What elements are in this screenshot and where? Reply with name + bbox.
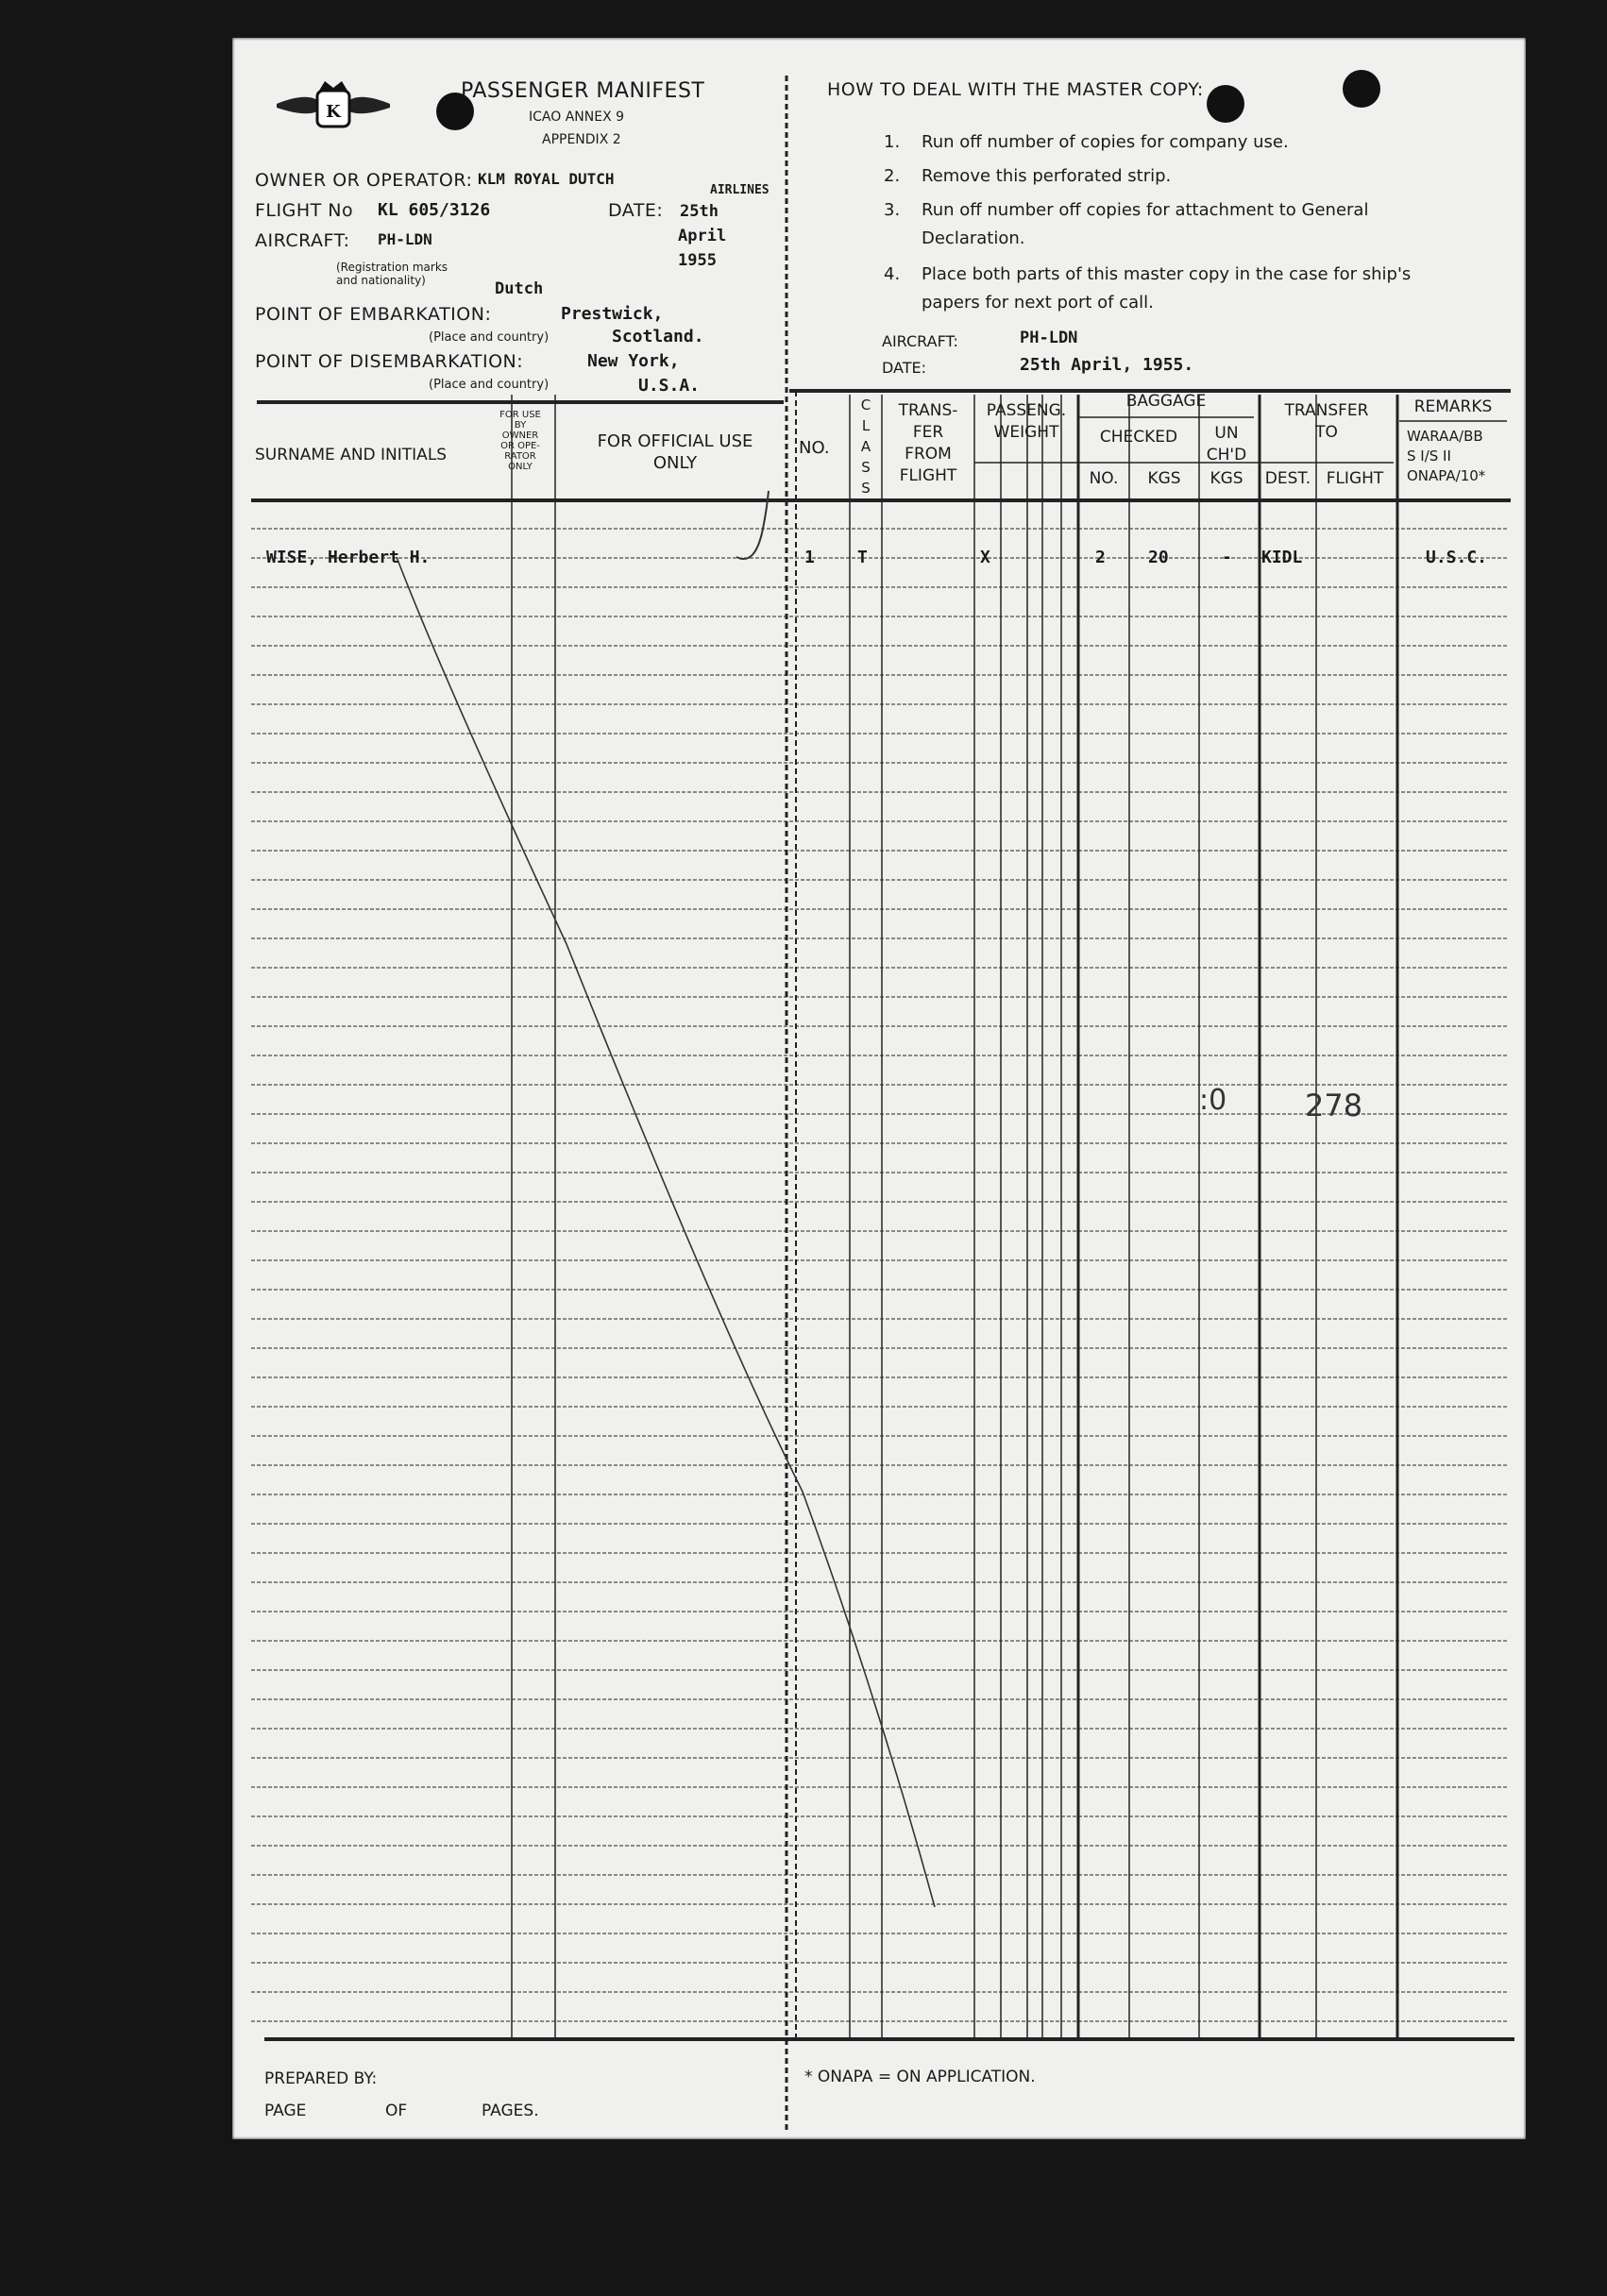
col-for-use-4: OR OPE- [500,441,540,451]
registration-note [336,261,448,287]
col-dest: DEST. [1264,469,1311,488]
col-class [855,395,876,498]
instructions-date-label: DATE: [882,359,927,377]
col-class-5: S [861,480,871,497]
form-title: PASSENGER MANIFEST [461,79,705,103]
handwritten-stroke [397,557,935,1907]
owner-label: OWNER OR OPERATOR: [255,170,473,191]
disembarkation-value: New York, [587,351,680,371]
instruction-text-4: Place both parts of this master copy in the case for ship's [922,264,1412,284]
row-class: T [857,548,868,567]
date-value-year: 1955 [678,251,717,270]
col-baggage: BAGGAGE [1125,392,1207,411]
col-flight: FLIGHT [1326,469,1384,488]
col-for-use-1: FOR USE [499,410,541,420]
row-kgs: 20 [1148,548,1169,567]
col-transfer-from [886,400,971,487]
col-remarks: REMARKS [1413,397,1493,416]
klm-crown-logo [272,79,395,132]
col-kgs: KGS [1147,469,1181,488]
aircraft-label: AIRCRAFT: [255,230,350,251]
col-for-use-3: OWNER [501,430,539,441]
col-transfer-from-4: FLIGHT [899,466,957,485]
col-unchd-2: CH'D [1206,446,1247,464]
embarkation-country: Scotland. [612,327,704,346]
appendix: APPENDIX 2 [542,132,621,147]
registration-note-2: and nationality) [336,274,426,287]
registration-note-1: (Registration marks [336,261,448,274]
col-passeng-weight [974,400,1078,444]
instruction-text-1: Run off number of copies for company use. [922,132,1289,152]
instruction-text-4b: papers for next port of call. [922,293,1154,312]
instruction-text-3: Run off number off copies for attachment to General [922,200,1369,220]
row-no: 1 [804,548,815,567]
svg-text:K: K [326,102,341,122]
col-checked: CHECKED [1099,428,1178,447]
date-label: DATE: [608,200,664,221]
col-bag-no: NO. [1089,469,1119,488]
col-remarks-sub-1: WARAA/BB [1407,428,1483,445]
col-official-1: FOR OFFICIAL USE [597,431,753,451]
col-unchd [1199,423,1254,466]
disembarkation-country: U.S.A. [638,376,701,396]
col-transfer-from-2: FER [912,423,944,442]
col-transfer-from-1: TRANS- [898,401,958,420]
row-remarks: U.S.C. [1426,548,1488,567]
row-surname: WISE, Herbert H. [266,548,431,567]
owner-value-2: AIRLINES [710,183,770,197]
row-unchd-kgs: - [1222,548,1232,567]
embarkation-note: (Place and country) [429,330,550,345]
punch-hole [1207,85,1244,123]
embarkation-label: POINT OF EMBARKATION: [255,304,492,325]
col-remarks-sub-2: S I/S II [1407,447,1451,464]
col-official [557,430,793,474]
col-no: NO. [799,438,830,458]
instruction-text-3b: Declaration. [922,228,1025,248]
instruction-num-4: 4. [884,264,901,284]
instructions-aircraft-value: PH-LDN [1020,329,1078,347]
instruction-num-3: 3. [884,200,901,220]
disembarkation-label: POINT OF DISEMBARKATION: [255,351,524,372]
flight-label: FLIGHT No [255,200,354,221]
date-value-month: April [678,227,727,245]
date-value-day: 25th [680,202,719,221]
col-remarks-sub-3: ONAPA/10* [1407,467,1486,484]
instructions-aircraft-label: AIRCRAFT: [882,332,958,350]
pages-label: PAGES. [482,2102,539,2120]
col-class-2: L [861,417,871,434]
instruction-num-2: 2. [884,166,901,186]
of-label: OF [385,2102,408,2120]
prepared-by-label: PREPARED BY: [264,2069,378,2088]
icao-annex: ICAO ANNEX 9 [529,110,625,125]
instructions-title: HOW TO DEAL WITH THE MASTER COPY: [827,79,1204,100]
col-for-use-6: ONLY [508,462,533,472]
stamp-number: 278 [1305,1088,1363,1123]
page-label: PAGE [264,2102,307,2120]
instruction-text-2: Remove this perforated strip. [922,166,1172,186]
col-transfer-to [1260,400,1394,444]
col-transfer-from-3: FROM [905,445,952,464]
row-bag-no: 2 [1095,548,1106,567]
col-surname: SURNAME AND INITIALS [255,446,448,464]
onapa-note: * ONAPA = ON APPLICATION. [804,2068,1036,2086]
row-weight: X [980,548,990,567]
punch-hole [1343,70,1380,108]
col-unchd-kgs: KGS [1209,469,1243,488]
owner-value: KLM ROYAL DUTCH [478,170,615,188]
col-unchd-1: UN [1214,424,1239,443]
col-for-use-2: BY [514,420,527,430]
flight-value: KL 605/3126 [378,200,491,220]
col-for-use [487,410,553,472]
row-dest: KIDL [1261,548,1303,567]
aircraft-value: PH-LDN [378,230,432,248]
nationality-value: Dutch [495,279,544,298]
disembarkation-note: (Place and country) [429,378,550,392]
col-remarks-sub [1407,427,1485,486]
col-transfer-to-1: TRANSFER [1284,401,1369,420]
embarkation-value: Prestwick, [561,304,664,324]
col-for-use-5: RATOR [504,451,536,462]
instruction-num-1: 1. [884,132,901,152]
stamp-partial: :0 [1199,1084,1227,1117]
col-class-1: C [860,397,871,414]
col-passeng-weight-1: PASSENG. [986,401,1067,420]
col-official-2: ONLY [652,453,698,473]
col-transfer-to-2: TO [1315,423,1338,442]
col-passeng-weight-2: WEIGHT [993,423,1059,442]
col-class-3: A [860,438,871,455]
col-class-4: S [861,459,871,476]
instructions-date-value: 25th April, 1955. [1020,355,1194,375]
